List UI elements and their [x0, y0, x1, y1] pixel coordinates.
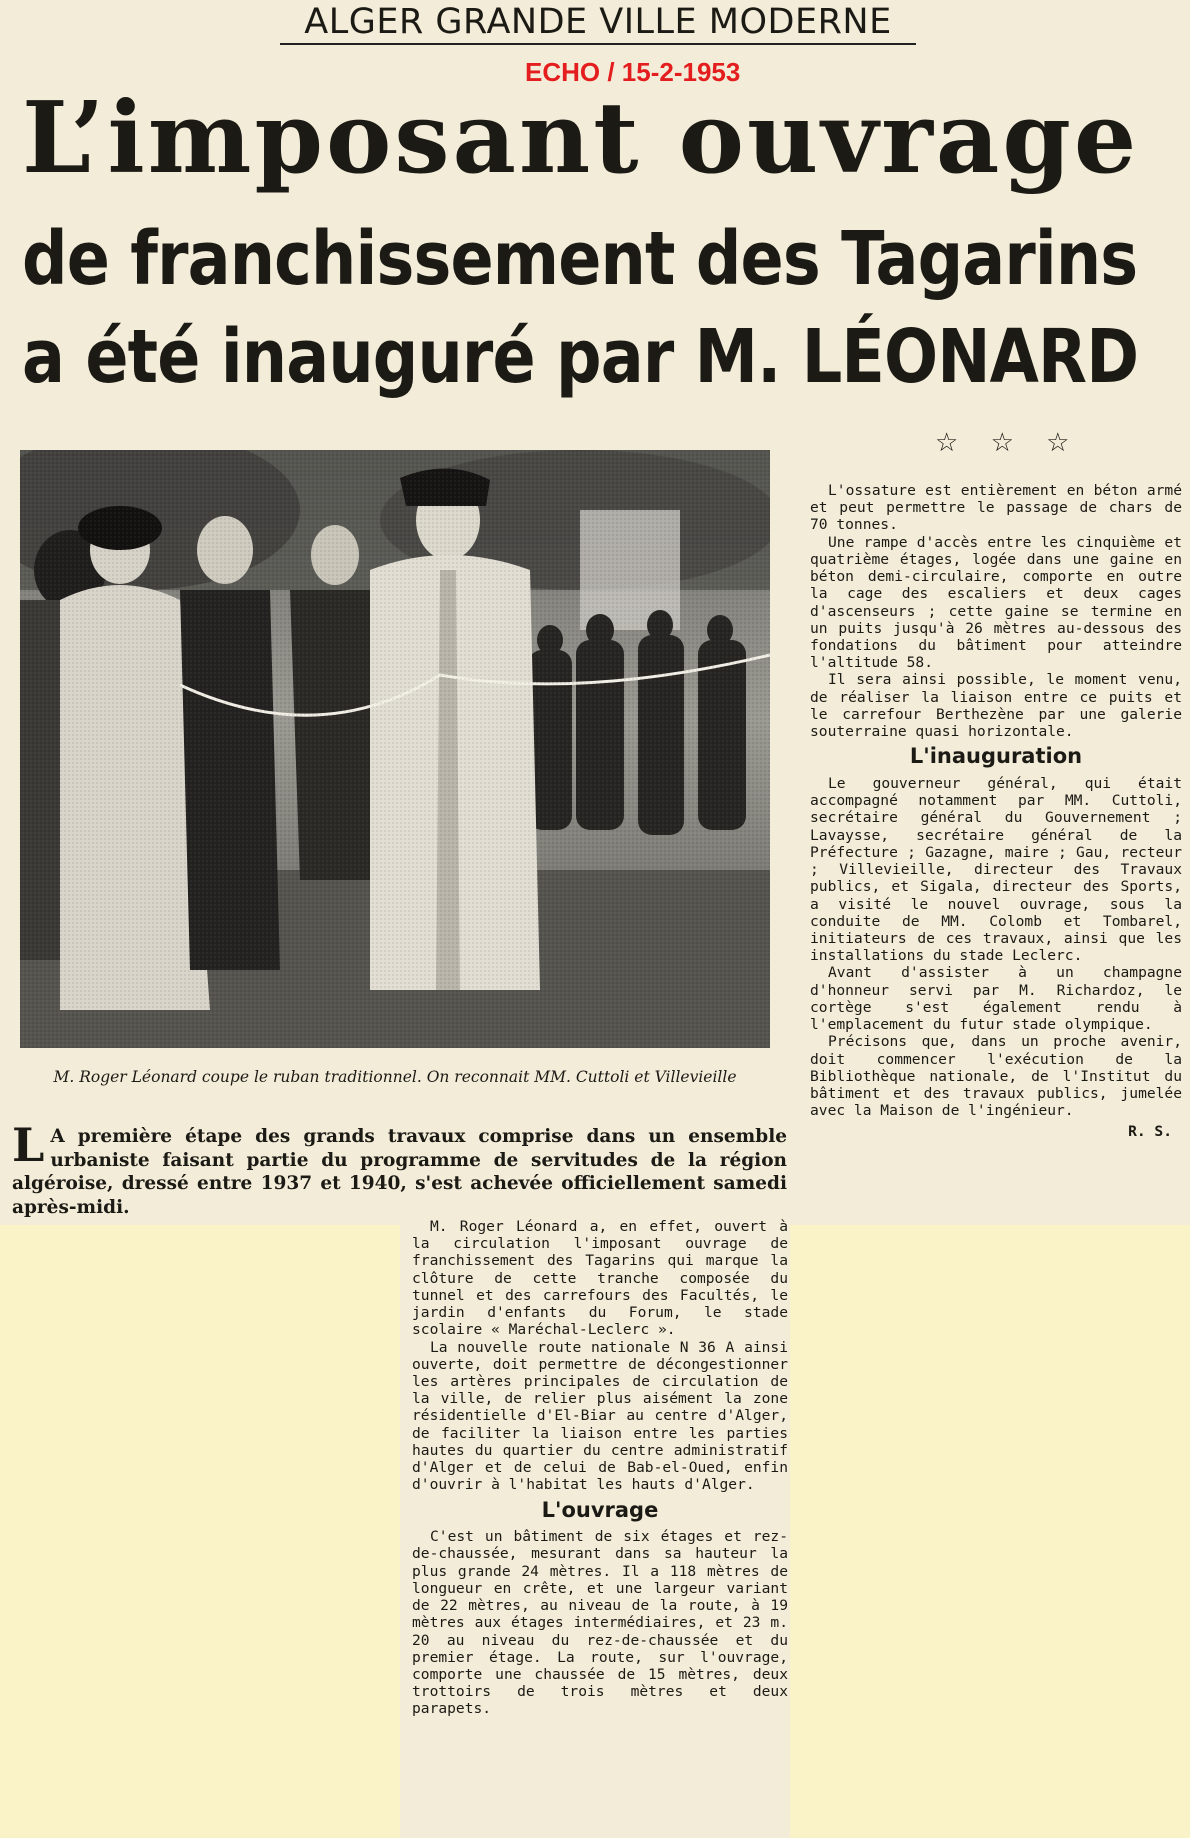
paragraph: C'est un bâtiment de six étages et rez-de-chaussée, mesurant dans sa hauteur la plus grande 24 mètres. Il a 118 mètres de longueur en crête, et une largeur variant de 22 mètres, au niveau de la route, à 19 mètres aux étages intermédiaires, et 23 m. 20 au niveau du rez-de-chaussée et du premier étage. La route, sur l'ouvrage, comporte une chaussée de 15 mètres, deux trottoirs de trois mètres et deux parapets. — [412, 1528, 788, 1718]
photo-caption: M. Roger Léonard coupe le ruban traditionnel. On reconnait MM. Cuttoli et Villevieille — [53, 1068, 737, 1086]
drop-cap: L — [12, 1118, 45, 1172]
source-reference: ECHO / 15-2-1953 — [525, 57, 741, 87]
subheading-ouvrage: L'ouvrage — [541, 1497, 659, 1522]
paragraph: Le gouverneur général, qui était accompagné notamment par MM. Cuttoli, secrétaire général du Gouvernement ; Lavaysse, secrétaire général de la Préfecture ; Gazagne, maire ; Gau, recteur ; Villevieille, directeur des Travaux publics, et Sigala, directeur des Sports, a visité le nouvel ouvrage, sous la conduite de MM. Colomb et Tombarel, initiateurs de ces travaux, ainsi que les installations du stade Leclerc. — [810, 775, 1182, 965]
star-ornament: ☆ ☆ ☆ — [935, 428, 1082, 458]
paragraph: Avant d'assister à un champagne d'honneur servi par M. Richardoz, le cortège s'est également rendu à l'emplacement du futur stade olympique. — [810, 964, 1182, 1034]
paragraph: Une rampe d'accès entre les cinquième et quatrième étages, logée dans une gaine en béton demi-circulaire, comporte en outre la cage des escaliers et deux cages d'ascenseurs ; cette gaine se termine en un puits jusqu'à 26 mètres au-dessous des fondations du bâtiment pour atteindre l'altitude 58. — [810, 533, 1182, 672]
headline-line-2: de franchissement des Tagarins — [22, 216, 1138, 302]
paragraph: Précisons que, dans un proche avenir, doit commencer l'exécution de la Bibliothèque nationale, de l'Institut du bâtiment et des travaux publics, jumelée avec la Maison de l'ingénieur. — [810, 1033, 1182, 1120]
inauguration-photo — [20, 450, 770, 1048]
headline-line-1: L’imposant ouvrage — [22, 81, 1140, 196]
paragraph: M. Roger Léonard a, en effet, ouvert à la circulation l'imposant ouvrage de franchissement des Tagarins qui marque la clôture de cette tranche composée du tunnel et des carrefours des Facultés, le jardin d'enfants du Forum, le stade scolaire « Maréchal-Leclerc ». — [412, 1218, 788, 1339]
headline-line-3: a été inauguré par M. LÉONARD — [22, 314, 1139, 400]
lead-text: A première étape des grands travaux comprise dans un ensemble urbaniste faisant partie du programme de servitudes de la région algéroise, dressé entre 1937 et 1940, s'est achevée officiellement samedi après-midi. — [12, 1126, 787, 1219]
paragraph: L'ossature est entièrement en béton armé et peut permettre le passage de chars de 70 tonnes. — [810, 482, 1182, 534]
subheading-inauguration: L'inauguration — [909, 744, 1083, 769]
section-rubric: ALGER GRANDE VILLE MODERNE — [280, 2, 916, 45]
paragraph: Il sera ainsi possible, le moment venu, de réaliser la liaison entre ce puits et le carrefour Berthezène par une galerie souterraine quasi horizontale. — [810, 671, 1182, 741]
author-signature: R. S. — [1128, 1123, 1172, 1141]
article-column-a — [412, 1218, 788, 1718]
article-column-b — [810, 482, 1182, 1141]
lead-paragraph — [12, 1118, 787, 1220]
paragraph: La nouvelle route nationale N 36 A ainsi ouverte, doit permettre de décongestionner les artères principales de circulation de la ville, de relier plus aisément la zone résidentielle d'El-Biar au centre d'Alger, de faciliter la liaison entre les parties hautes du quartier du centre administratif d'Alger et de celui de Bab-el-Oued, enfin d'ouvrir à l'habitat les hauts d'Alger. — [412, 1338, 788, 1494]
